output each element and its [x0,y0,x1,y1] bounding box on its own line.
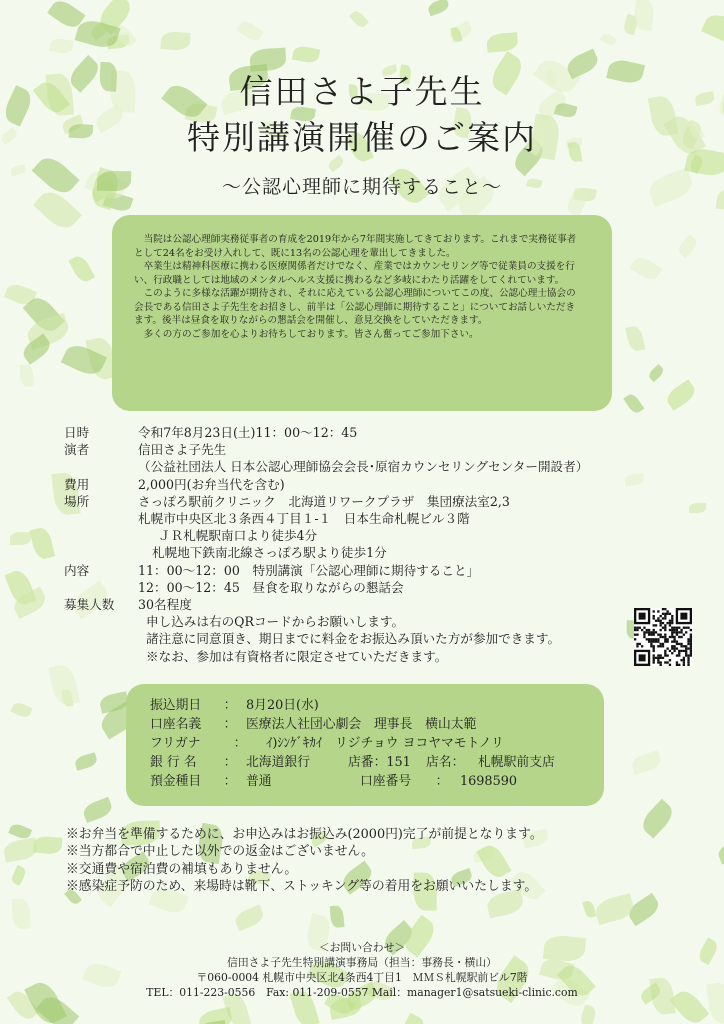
leaf-decoration [20,364,34,386]
deadline-value: 8月20日(水) [246,698,319,713]
intro-paragraph: 卒業生は精神科医療に携わる医療関係者だけでなく、産業ではカウンセリング等で従業員の支援を行い、行政職としては地域のメンタルヘルス支援に携わるなど多岐にわたり活躍をしてくれています。 [134,261,575,286]
speaker-affiliation: （公益社団法人 日本公認心理師協会会長･原宿カウンセリングセンター開設者） [138,459,589,475]
event-details [64,424,684,665]
title-line-2: 特別講演開催のご案内 [187,118,537,157]
leaf-decoration [625,325,645,352]
date-value: 令和7年8月23日(土)11：00～12：45 [138,425,358,440]
leaf-decoration [623,393,644,416]
leaf-decoration [10,865,27,886]
colon: ： [223,717,237,732]
venue-address: 札幌市中央区北３条西４丁目１-１ 日本生命札幌ビル３階 [138,511,470,527]
venue-label: 場所 [64,493,90,509]
leaf-decoration [701,11,724,48]
leaf-decoration [80,797,113,824]
leaf-decoration [68,253,95,285]
intro-paragraph: 多くの方のご参加を心よりお待ちしております。皆さん奮ってご参加下さい。 [143,328,479,340]
leaf-decoration [580,1004,598,1024]
note: ※お弁当を準備するために、お申込みはお振込み(2000円)完了が前提となります。 [66,827,543,842]
contact-address: 〒060-0004 札幌市中央区北4条西4丁目1 ＭＭＳ札幌駅前ビル7階 [196,971,528,984]
apply-restriction: ※なお、参加は有資格者に限定させていただきます。 [146,648,448,664]
leaf-decoration [48,37,73,55]
apply-instruction: 申し込みは右のQRコードからお願いします。 [146,614,405,630]
contact-office: 信田さよ子先生特別講演事務局（担当：事務長・横山） [227,956,497,969]
branch-number: 店番：151 [348,755,411,770]
fee-label: 費用 [64,476,90,492]
content-line: 11：00～12：00 特別講演「公認心理師に期待すること」 [138,562,480,578]
leaf-decoration [30,527,55,561]
venue-access-subway: 札幌地下鉄南北線さっぽろ駅より徒歩1分 [152,545,387,561]
leaf-decoration [292,45,320,65]
leaf-decoration [600,32,618,47]
holder-value: 医療法人社団心劇会 理事長 横山太範 [246,717,477,732]
contact-heading: ＜お問い合わせ＞ [318,941,406,954]
leaf-decoration [582,900,596,919]
note: ※感染症予防のため、来場時は靴下、ストッキング等の着用をお願いいたします。 [66,878,538,894]
venue-line: さっぽろ駅前クリニック 北海道リワークプラザ 集団療法室2,3 [138,493,510,509]
leaf-decoration [34,835,63,854]
capacity-value: 30名程度 [138,597,192,613]
venue-access-jr: ＪＲ札幌駅南口より徒歩4分 [158,528,318,544]
note: ※当方都合で中止した以外での返金はございません。 [66,844,374,860]
holder-label: 口座名義 [150,717,202,732]
leaf-decoration [74,752,99,771]
kana-label: フリガナ [150,736,201,751]
title-line-1: 信田さよ子先生 [239,72,485,111]
content-line: 12：00～12：45 昼食を取りながらの懇話会 [138,579,404,595]
leaf-decoration [594,894,636,926]
deadline-label: 振込期日 [150,698,202,713]
leaf-decoration [330,905,345,928]
notes [66,826,686,895]
bank-value: 北海道銀行 [246,755,310,770]
colon: ： [223,755,237,770]
speaker-value: 信田さよ子先生 [138,442,227,458]
leaf-decoration [486,32,518,53]
contact-phone-mail[interactable]: TEL：011-223-0556 Fax: 011-209-0557 Mail：manager1@satsueki-clinic.com [146,986,578,999]
type-label: 預金種目 [150,774,202,789]
kana-value: ｲ)ｼﾝｹﾞｷｶｲ リジチョウ ヨコヤマモトノリ [266,736,504,751]
leaf-decoration [10,532,31,545]
colon: ： [233,736,247,751]
subtitle: ～公認心理師に期待すること～ [221,176,502,198]
apply-instruction: 諸注意に同意頂き、期日までに料金をお振込み頂いた方が参加できます。 [146,631,561,647]
account-label: 口座番号 [360,774,412,789]
leaf-decoration [395,1013,428,1024]
leaf-decoration [233,904,266,931]
branch-label: 店名： [426,755,465,770]
account-value: 1698590 [460,774,517,789]
leaf-decoration [630,750,663,775]
intro-paragraph: このように多様な活躍が期待され、それに応えている公認心理師についてこの度、公認心理士協会の会長である信田さよ子先生をお招きし、前半は「公認心理師に期待すること」についてお話しいただきます。後半は昼食を取りながらの懇話会を開催し、意見交換をしていただきます。 [134,288,576,326]
fee-value: 2,000円(お弁当代を含む) [138,476,285,492]
intro-paragraph: 当院は公認心理師実務従事者の育成を2019年から7年間実施してきております。これまで実務従事者として24名をお受け入れして、既に13名の公認心理を輩出してきました。 [134,234,577,259]
leaf-decoration [663,379,698,411]
content-label: 内容 [64,562,90,578]
note: ※交通費や宿泊費の補填もありません。 [66,861,298,877]
leaf-decoration [426,0,450,16]
capacity-label: 募集人数 [64,597,115,613]
colon: ： [223,774,237,789]
leaf-decoration [11,899,30,930]
leaf-decoration [160,31,190,51]
bank-label: 銀 行 名 [150,755,197,770]
bank-transfer-box [126,684,604,806]
leaf-decoration [675,234,699,258]
leaf-decoration [2,837,38,862]
colon: ： [435,774,449,789]
contact-info [0,940,724,1000]
leaf-decoration [716,839,724,865]
speaker-label: 演者 [64,442,90,458]
leaf-decoration [647,364,666,382]
leaf-decoration [689,503,706,513]
leaf-decoration [236,18,264,44]
leaf-decoration [630,253,663,283]
leaf-decoration [349,9,369,29]
leaf-decoration [10,700,32,719]
date-label: 日時 [64,425,90,440]
type-value: 普通 [246,774,272,789]
branch-value: 札幌駅前支店 [478,755,555,770]
qr-code[interactable] [634,608,692,666]
leaf-decoration [49,663,81,707]
intro-box [112,215,612,411]
colon: ： [223,698,237,713]
